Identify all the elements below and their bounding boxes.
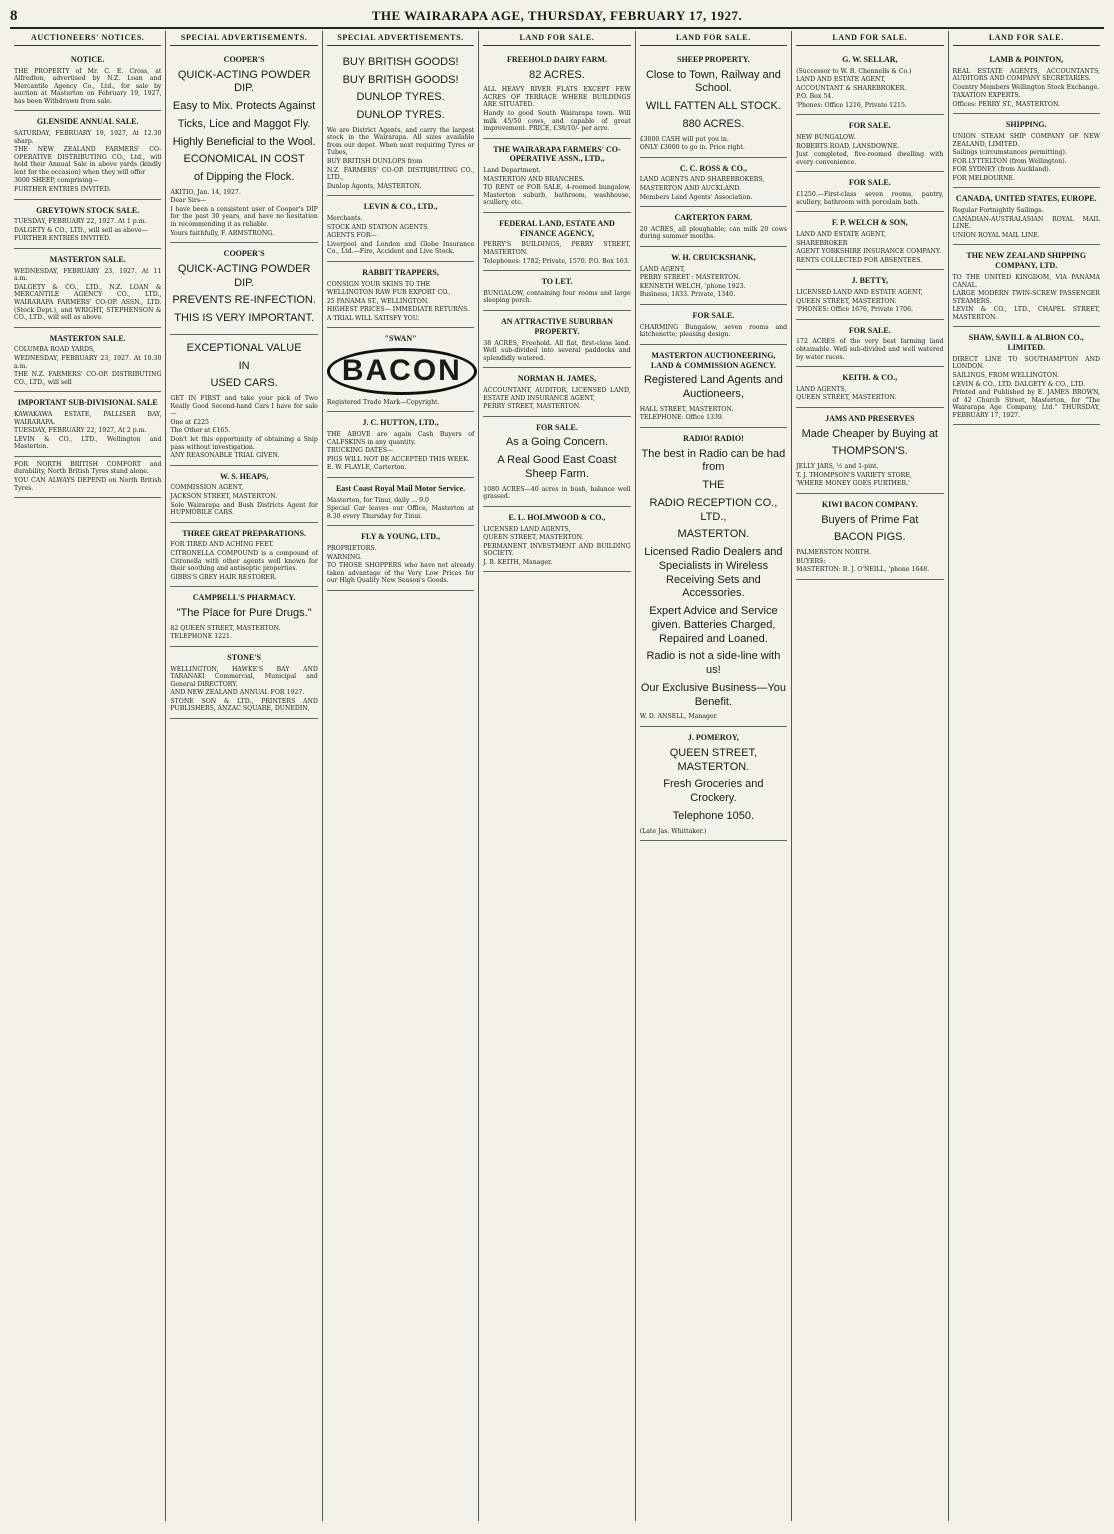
ad-text: JELLY JARS, ½ and 1-pint.	[796, 463, 879, 471]
column-header: SPECIAL ADVERTISEMENTS.	[170, 31, 317, 46]
ad-text: PALMERSTON NORTH.	[796, 549, 872, 557]
ad-text: UNION STEAM SHIP COMPANY OF NEW ZEALAND, LIMITED.	[952, 133, 1100, 148]
ad-text: FOR LYTTELTON (from Wellington).	[952, 157, 1067, 165]
advertisement	[327, 526, 474, 591]
ad-display-line: of Dipping the Flock.	[193, 171, 295, 183]
ad-text: SATURDAY, FEBRUARY 19, 1927, At 12.30 sharp.	[14, 130, 162, 145]
ad-text: GIBBS'S GREY HAIR RESTORER.	[170, 573, 277, 581]
ad-text: CITRONELLA COMPOUND is a compound of Citronella with other agents well known for their soothing and antiseptic properties.	[170, 549, 318, 573]
ad-text: Masterton, for Tinui, daily ... 9.0	[326, 496, 429, 504]
ad-display-line: PREVENTS RE-INFECTION.	[172, 294, 316, 307]
column-header: LAND FOR SALE.	[796, 31, 943, 46]
ad-text: £3000 CASH will put you in.	[639, 135, 729, 143]
ad-display-line: DUNLOP TYRES.	[356, 109, 445, 121]
ad-heading: TO LET.	[541, 277, 573, 287]
ad-display-line: Licensed Radio Dealers and Specialists in Wireless Receiving Sets and Accessories.	[644, 546, 783, 600]
ad-display-line: "The Place for Pure Drugs."	[176, 606, 312, 619]
ad-text: PIGS WILL NOT BE ACCEPTED THIS WEEK.	[326, 455, 470, 463]
ad-heading: KIWI BACON COMPANY.	[821, 499, 918, 509]
ad-display-line: IN	[238, 359, 250, 372]
ad-heading: STONE'S	[227, 652, 261, 662]
advertisement	[640, 345, 787, 428]
ad-text: BUY BRITISH DUNLOPS from	[326, 158, 423, 165]
ad-heading: FOR SALE.	[536, 422, 578, 432]
ad-text: UNION ROYAL MAIL LINE.	[952, 231, 1040, 239]
ad-text: AKITIO, Jan. 14, 1927.	[170, 188, 241, 196]
ad-text: TELEPHONE 1221.	[170, 633, 232, 641]
ad-heading: NORMAN H. JAMES,	[517, 374, 597, 384]
ad-display-line: THIS IS VERY IMPORTANT.	[174, 312, 315, 325]
ad-text: LAND AND ESTATE AGENT,	[796, 76, 886, 84]
advertisement	[14, 457, 161, 498]
ad-text: AGENT YORKSHIRE INSURANCE COMPANY.	[796, 248, 942, 256]
ad-text: ANY REASONABLE TRIAL GIVEN.	[170, 452, 280, 460]
ad-text: WELLINGTON, HAWKE'S BAY AND TARANAKI Commercial, Municipal and General DIRECTORY.	[170, 665, 318, 688]
ad-display-line: Registered Land Agents and Auctioneers,	[643, 374, 783, 401]
ad-text: QUEEN STREET, MASTERTON.	[796, 394, 897, 402]
advertisement	[796, 494, 943, 580]
ad-text: COLUMBA ROAD YARDS,	[14, 346, 95, 354]
ad-heading: MASTERTON SALE.	[49, 255, 126, 264]
ad-text: 'PHONES: Office 1676, Private 1706.	[796, 306, 913, 314]
ad-text: LARGE MODERN TWIN-SCREW PASSENGER STEAMERS.	[952, 290, 1100, 305]
ad-text: T. J. THOMPSON'S VARIETY STORE,	[796, 471, 912, 479]
ad-text: 82 QUEEN STREET, MASTERTON.	[170, 624, 281, 632]
ad-heading: LEVIN & CO., LTD.,	[363, 202, 438, 212]
ad-text: REAL ESTATE AGENTS, ACCOUNTANTS, AUDITORS AND COMPANY SECRETARIES.	[952, 67, 1100, 83]
advertisement	[170, 49, 317, 243]
advertisement	[640, 49, 787, 158]
ad-text: JACKSON STREET, MASTERTON.	[170, 492, 278, 500]
ad-text: TELEPHONE: Office 1339.	[639, 414, 724, 422]
ad-text: THE N.Z. FARMERS' CO-OP. DISTRIBUTING CO., LTD., will sell	[14, 371, 162, 386]
ad-text: Sole Wairarapa and Bush Districts Agent for HUPMOBILE CARS.	[170, 501, 318, 517]
advertisement	[953, 49, 1100, 115]
ad-text: HALL STREET, MASTERTON.	[639, 405, 734, 413]
ad-text: WELLINGTON RAW FUR EXPORT CO.,	[326, 289, 451, 297]
ad-display-line: THOMPSON'S.	[831, 445, 908, 458]
advertisement	[953, 114, 1100, 188]
ad-display-line: BACON PIGS.	[834, 531, 906, 544]
ad-text: SAILINGS, FROM WELLINGTON.	[952, 371, 1059, 379]
ad-heading: J. BETTY,	[851, 276, 889, 286]
advertisement	[14, 200, 161, 249]
logo-text: BACON	[327, 348, 477, 395]
ad-display-line: MASTERTON.	[677, 528, 750, 541]
ad-text: Special Car leaves our Office, Masterton at 8.30 every Thursday for Tinui.	[326, 505, 475, 520]
ad-heading: CAMPBELL'S PHARMACY.	[192, 593, 296, 603]
advertisement	[483, 368, 630, 416]
ad-heading: C. C. ROSS & CO.,	[679, 163, 747, 173]
column-header: SPECIAL ADVERTISEMENTS.	[327, 31, 474, 46]
ad-heading: FLY & YOUNG, LTD.,	[361, 532, 440, 542]
ad-heading: FREEHOLD DAIRY FARM.	[507, 54, 607, 64]
ad-display-line: Close to Town, Railway and School.	[645, 68, 781, 95]
ad-display-line: Telephone 1050.	[672, 809, 755, 822]
advertisement	[796, 49, 943, 116]
advertisement	[640, 727, 787, 841]
ad-text: LAND AGENT,	[639, 265, 686, 273]
advertisement	[796, 367, 943, 408]
ad-text: ACCOUNTANT, AUDITOR, LICENSED LAND, ESTATE AND INSURANCE AGENT,	[483, 386, 631, 402]
advertisement	[327, 412, 474, 478]
ad-heading: LAMB & POINTON,	[989, 54, 1064, 64]
ad-display-line: Expert Advice and Service given. Batteries Charged, Repaired and Loaned.	[649, 605, 778, 645]
ad-text: COMMISSION AGENT,	[170, 484, 244, 492]
advertisement	[170, 335, 317, 466]
ad-text: ONLY £3000 to go in. Price right.	[639, 144, 745, 152]
advertisement	[170, 466, 317, 523]
ad-text: TUESDAY, FEBRUARY 22, 1927. At 1 p.m.	[14, 218, 147, 226]
ad-text: I have been a consistent user of Cooper's DIP for the past 30 years, and have no hesitation in recommending it as reliable.	[170, 205, 318, 228]
column-3	[323, 31, 479, 1521]
ad-text: Handy to good South Wairarapa town. Will milk 45/50 cows, and capable of great improvement. PRICE, £38/10/- per acre.	[483, 109, 631, 133]
ad-text: Telephones: 1782; Private, 1570. P.O. Box 163.	[483, 257, 630, 265]
ad-text: KAWAKAWA ESTATE, PALLISER BAY, WAIRARAPA.	[14, 411, 162, 426]
ad-text: Business, 1833. Private, 1340.	[639, 291, 736, 299]
ad-heading: CARTERTON FARM.	[674, 213, 753, 223]
ad-heading: GLENSIDE ANNUAL SALE.	[36, 117, 139, 127]
advertisement	[796, 115, 943, 172]
ad-text: MASTERTON AND BRANCHES.	[483, 175, 585, 183]
ad-text: Yours faithfully, F. ARMSTRONG.	[170, 229, 274, 237]
ad-display-line: 880 ACRES.	[682, 117, 745, 130]
advertisement	[483, 139, 630, 213]
ad-text: TO RENT or FOR SALE, 4-roomed bungalow, Masterton suburb, bathroom, washhouse, scullery, etc.	[483, 184, 631, 207]
ad-text: TRUCKING DATES—	[326, 447, 394, 455]
ad-text: Country Members Wellington Stock Exchange.	[952, 83, 1100, 91]
ad-text: LAND AND ESTATE AGENT,	[796, 230, 886, 238]
ad-text: LICENSED LAND AGENTS,	[483, 525, 571, 533]
ad-text: Liverpool and London and Globe Insurance Co., Ltd.—Fire, Accident and Live Stock.	[326, 240, 475, 256]
ad-text: THE NEW ZEALAND FARMERS' CO-OPERATIVE DISTRIBUTING CO., Ltd., will hold their Annual Sale in above yards (kindly lent for the occasion) when they will offer	[14, 146, 162, 176]
ad-text: Regular Fortnightly Sailings.	[952, 207, 1044, 215]
ad-display-line: Ticks, Lice and Maggot Fly.	[177, 117, 311, 130]
ad-display-line: 82 ACRES.	[529, 68, 585, 81]
ad-heading: FOR SALE.	[692, 310, 735, 320]
advertisement	[170, 587, 317, 647]
advertisement	[327, 196, 474, 262]
ad-display-line: EXCEPTIONAL VALUE	[186, 341, 302, 354]
advertisement	[796, 270, 943, 319]
advertisement	[327, 262, 474, 329]
ad-display-line: QUICK-ACTING POWDER DIP.	[177, 262, 311, 289]
ad-text: MASTERTON AND AUCKLAND.	[639, 184, 742, 192]
ad-text: QUEEN STREET, MASTERTON.	[483, 534, 584, 542]
ad-display-line: Radio is not a side-line with us!	[646, 650, 781, 677]
advertisement	[640, 158, 787, 207]
ad-text: TAXATION EXPERTS.	[952, 92, 1021, 100]
ad-text: YOU CAN ALWAYS DEPEND on North British Tyres.	[14, 476, 162, 492]
ad-text: CHARMING Bungalow, seven rooms and kitchenette; pleasing design.	[639, 323, 788, 339]
ad-display-line: RADIO RECEPTION CO., LTD.,	[649, 496, 778, 523]
advertisement	[640, 247, 787, 305]
ad-text: ROBERTS ROAD, LANSDOWNE.	[796, 142, 900, 150]
ad-text: Offices: PERRY ST., MASTERTON.	[952, 100, 1060, 108]
ad-text: One at £225	[170, 418, 209, 426]
ad-heading: FOR SALE.	[848, 121, 891, 131]
advertisement	[14, 249, 161, 328]
column-header: AUCTIONEERS' NOTICES.	[14, 31, 161, 46]
ad-text: PERMANENT INVESTMENT AND BUILDING SOCIETY.	[483, 542, 631, 558]
ad-text: LEVIN & CO., LTD., CHAPEL STREET, MASTERTON.	[952, 306, 1100, 321]
ad-text: NEW BUNGALOW.	[796, 134, 856, 142]
ad-heading: KEITH. & CO.,	[842, 373, 898, 383]
ad-heading: RADIO! RADIO!	[683, 433, 744, 443]
ad-text: GET IN FIRST and take your pick of Two Really Good Second-hand Cars I have for sale—	[170, 395, 318, 418]
advertisement	[953, 327, 1100, 425]
ad-text: DIRECT LINE TO SOUTHAMPTON AND LONDON.	[952, 355, 1100, 371]
ad-text: THE PROPERTY of Mr. C. E. Cross, at Alfredton, advertised by N.Z. Loan and Mercantile Agency Co., Ltd., for sale by auction at Masterton on February 19, 1927, has been Withdrawn from sale.	[14, 67, 162, 105]
ad-heading: F. P. WELCH & SON,	[831, 218, 908, 228]
ad-text: PERRY STREET : MASTERTON.	[639, 274, 741, 282]
advertisement	[483, 417, 630, 507]
advertisement	[796, 172, 943, 212]
ad-text: LAND AGENTS,	[796, 385, 847, 393]
ad-text: THE ABOVE are again Cash Buyers of CALFSKINS in any quantity.	[326, 431, 475, 446]
advertisement	[170, 523, 317, 588]
ad-text: RENTS COLLECTED FOR ABSENTEES.	[796, 256, 923, 264]
advertisement	[640, 305, 787, 345]
ad-heading: JAMS AND PRESERVES	[825, 413, 915, 423]
masthead	[10, 5, 1104, 29]
ad-text: (Late Jas. Whittaker.)	[639, 827, 707, 835]
newspaper-page	[10, 5, 1104, 1524]
ad-text: FOR TIRED AND ACHING FEET.	[170, 541, 274, 549]
ad-heading: W. S. HEAPS,	[219, 471, 269, 481]
advertisement	[640, 428, 787, 727]
ad-heading: "SWAN"	[384, 334, 417, 344]
page-title: THE WAIRARAPA AGE, THURSDAY, FEBRUARY 17, 1927.	[371, 8, 743, 23]
advertisement	[483, 507, 630, 573]
ad-display-line: The best in Radio can be had from	[641, 447, 786, 474]
ad-text: FOR NORTH BRITISH COMFORT and durability, North British Tyres stand alone.	[14, 460, 162, 476]
ad-text: KENNETH WELCH, 'phone 1923.	[639, 282, 746, 290]
ad-display-line: As a Going Concern.	[505, 436, 609, 449]
ad-text: (Successor to W. B. Chennells & Co.)	[796, 67, 912, 75]
ad-text: P.O. Box 54.	[796, 93, 834, 101]
ad-heading: MASTERTON SALE.	[49, 333, 126, 343]
ad-heading: SHAW, SAVILL & ALBION CO., LIMITED.	[968, 333, 1084, 353]
column-2	[166, 31, 322, 1521]
ad-heading: THREE GREAT PREPARATIONS.	[182, 528, 306, 538]
ad-text: ACCOUNTANT & SHAREBROKER.	[796, 84, 907, 92]
advertisement	[640, 207, 787, 247]
column-7	[949, 31, 1104, 1521]
ad-display-line: QUICK-ACTING POWDER DIP.	[177, 68, 311, 95]
ad-heading: COOPER'S	[223, 54, 265, 64]
ad-heading: G. W. SELLAR,	[842, 54, 898, 64]
ad-text: Merchants.	[326, 215, 363, 222]
ad-display-line: WILL FATTEN ALL STOCK.	[645, 100, 781, 112]
ad-text: FOR MELBOURNE.	[952, 174, 1015, 182]
advertisement	[483, 49, 630, 139]
advertisement	[483, 271, 630, 311]
ad-text: Sailings (circumstances permitting).	[952, 149, 1067, 157]
ad-text: Dunlop Agents, MASTERTON.	[326, 182, 422, 190]
ad-text: CANADIAN-AUSTRALASIAN ROYAL MAIL LINE.	[952, 215, 1100, 231]
ad-heading: East Coast Royal Mail Motor Service.	[335, 483, 466, 493]
column-6	[792, 31, 948, 1521]
ad-text: 1080 ACRES—40 acres in bush, balance well grassed.	[483, 485, 631, 501]
ad-text: E. W. FLAYLE, Carterton.	[326, 464, 407, 472]
ad-text: 38 ACRES, Freehold. All flat, first-class land. Well sub-divided into several paddocks and splendidly watered.	[483, 339, 631, 362]
ad-heading: SHIPPING.	[1005, 120, 1047, 130]
ad-text: 25 PANAMA ST., WELLINGTON.	[326, 297, 429, 305]
ad-text: SHAREBROKER	[796, 239, 848, 247]
ad-display-line: ECONOMICAL IN COST	[183, 153, 305, 166]
ad-text: PERRY STREET, MASTERTON.	[483, 403, 581, 411]
column-5	[636, 31, 792, 1521]
ad-display-line: QUEEN STREET, MASTERTON.	[669, 746, 758, 773]
ad-heading: THE NEW ZEALAND SHIPPING COMPANY, LTD.	[966, 251, 1087, 271]
ad-text: TO THE UNITED KINGDOM, VIA PANAMA CANAL.	[952, 273, 1100, 289]
advertisement	[953, 245, 1100, 327]
ad-heading: MASTERTON AUCTIONEERING, LAND & COMMISSION AGENCY.	[650, 350, 776, 370]
ad-text: PROPRIETORS.	[326, 545, 377, 553]
ad-text: DALGETY & CO., LTD., N.Z. LOAN & MERCANTILE AGENCY CO., LTD., WAIRARAPA FARMERS' CO-OP. ASSN., LTD. (Stock Dept.), and WRIGHT, STEPHENSON & CO., LTD., will sell as above.	[14, 283, 162, 322]
ad-text: CONSIGN YOUR SKINS TO THE	[326, 280, 431, 288]
ad-text: HIGHEST PRICES— IMMEDIATE RETURNS.	[326, 306, 470, 314]
ad-heading: RABBIT TRAPPERS,	[362, 267, 439, 277]
ad-text: The Other at £165.	[170, 427, 231, 435]
ad-display-line: DUNLOP TYRES.	[356, 91, 445, 104]
ad-heading: GREYTOWN STOCK SALE.	[36, 205, 140, 215]
ad-text: J. B. KEITH, Manager.	[483, 558, 553, 566]
advertisement	[170, 243, 317, 335]
ad-text: PERRY'S BUILDINGS, PERRY STREET, MASTERTON.	[483, 241, 631, 256]
ad-text: N.Z. FARMERS' CO-OP. DISTRIBUTING CO., LTD.,	[326, 166, 475, 182]
ad-display-line: Highly Beneficial to the Wool.	[172, 135, 316, 148]
advertisement	[953, 188, 1100, 245]
columns	[10, 31, 1104, 1521]
ad-text: W. D. ANSELL, Manager.	[639, 713, 718, 721]
ad-text: STONE SON & LTD., PRINTERS AND PUBLISHERS, ANZAC SQUARE, DUNEDIN.	[170, 697, 318, 713]
ad-text: TO THOSE SHOPPERS who have not already taken advantage of the Very Low Prices for our High Quality New Season's Goods.	[326, 562, 475, 585]
advertisement	[14, 392, 161, 457]
ad-text: TUESDAY, FEBRUARY 22, 1927, At 2 p.m.	[14, 427, 147, 435]
ad-text: BUYERS:	[796, 557, 826, 565]
column-1	[10, 31, 166, 1521]
ad-text: Members Land Agents' Association.	[639, 193, 753, 201]
ad-display-line: Easy to Mix. Protects Against	[172, 100, 316, 112]
page-number: 8	[10, 7, 18, 24]
ad-text: FOR SYDNEY (from Auckland).	[952, 166, 1051, 174]
ad-heading: FOR SALE.	[848, 325, 891, 335]
ad-text: LAND AGENTS AND SHAREBROKERS,	[639, 176, 765, 184]
ad-heading: E. L. HOLMWOOD & CO.,	[508, 512, 606, 522]
ad-text: FURTHER ENTRIES INVITED.	[14, 186, 111, 193]
ad-display-line: USED CARS.	[210, 377, 278, 390]
ad-text: STOCK AND STATION AGENTS.	[326, 223, 430, 231]
ad-text: WARNING.	[326, 553, 362, 561]
ad-text: QUEEN STREET, MASTERTON.	[796, 297, 897, 305]
ad-text: Printed and Published by E. JAMES BROWN, of 42 Church Street, Masterton, for "The Wairarapa Age Company, Ltd." THURSDAY, FEBRUARY 17, 1927.	[952, 389, 1100, 419]
ad-text: £1250.—First-class seven rooms, pantry, scullery, bathroom with porcelain bath.	[796, 191, 944, 206]
ad-text: Registered Trade Mark—Copyright.	[326, 398, 440, 406]
ad-text: BUNGALOW, containing four rooms and large sleeping porch.	[483, 289, 631, 305]
column-header: LAND FOR SALE.	[483, 31, 630, 46]
ad-text: Just completed, five-roomed dwelling with every convenience.	[796, 151, 944, 166]
ad-text: DALGETY & CO., LTD., will sell as above—	[14, 226, 148, 234]
ad-display-line: BUY BRITISH GOODS!	[342, 73, 459, 86]
ad-text: Dear Sirs—	[170, 197, 207, 205]
ad-text: 'WHERE MONEY GOES FURTHER.'	[796, 480, 910, 488]
advertisement	[327, 49, 474, 197]
advertisement	[14, 111, 161, 199]
ad-text: 172 ACRES of the very best farming land obtainable. Well sub-divided and well watered by water races.	[796, 338, 944, 361]
ad-text: 20 ACRES, all ploughable; can milk 20 cows during summer months.	[639, 225, 788, 241]
advertisement	[483, 311, 630, 368]
ad-heading: COOPER'S	[223, 249, 265, 259]
ad-text: AND NEW ZEALAND ANNUAL FOR 1927.	[170, 689, 305, 697]
advertisement	[327, 478, 474, 526]
ad-heading: SHEEP PROPERTY.	[677, 54, 750, 64]
advertisement	[14, 328, 161, 393]
ad-text: LEVIN & CO., LTD., Wellington and Masterton.	[14, 435, 162, 451]
ad-heading: J. POMEROY,	[687, 733, 739, 742]
ad-text: AGENTS FOR—	[326, 232, 377, 240]
ad-text: Land Department.	[483, 167, 541, 175]
advertisement	[796, 408, 943, 494]
bacon-logo	[327, 348, 474, 395]
ad-heading: CANADA, UNITED STATES, EUROPE.	[955, 194, 1097, 204]
advertisement	[327, 328, 474, 412]
advertisement	[14, 49, 161, 112]
ad-heading: NOTICE.	[70, 54, 105, 64]
ad-text: LEVIN & CO., LTD. DALGETY & CO., LTD.	[952, 380, 1086, 388]
column-header: LAND FOR SALE.	[953, 31, 1100, 46]
ad-heading: FOR SALE.	[848, 178, 891, 188]
ad-heading: J. C. HUTTON, LTD.,	[362, 418, 439, 428]
ad-text: MASTERTON: B. J. O'NEILL, 'phone 1648.	[796, 566, 930, 574]
ad-text: A TRIAL WILL SATISFY YOU.	[326, 314, 420, 322]
advertisement	[796, 212, 943, 270]
ad-text: FURTHER ENTRIES INVITED.	[14, 235, 111, 243]
ad-display-line: Our Exclusive Business—You Benefit.	[640, 681, 786, 708]
ad-text: 3000 SHEEP, comprising—	[14, 177, 99, 185]
ad-display-line: Buyers of Prime Fat	[821, 513, 919, 526]
column-4	[479, 31, 635, 1521]
ad-text: ALL HEAVY RIVER FLATS EXCEPT FEW ACRES OF TERRACE WHERE BUILDINGS ARE SITUATED.	[483, 86, 631, 109]
advertisement	[483, 213, 630, 271]
ad-heading: IMPORTANT SUB-DIVISIONAL SALE	[17, 398, 158, 408]
ad-display-line: THE	[702, 479, 725, 492]
ad-text: Don't let this opportunity of obtaining a Snip pass without investigation.	[170, 435, 318, 451]
ad-text: 'Phones: Office 1216, Private 1215.	[796, 101, 907, 109]
advertisement	[170, 647, 317, 719]
ad-text: WEDNESDAY, FEBRUARY 23, 1927. At 10.30 a.m.	[14, 355, 162, 370]
ad-heading: FEDERAL LAND, ESTATE AND FINANCE AGENCY,	[499, 218, 615, 238]
ad-heading: THE WAIRARAPA FARMERS' CO-OPERATIVE ASSN., LTD.,	[493, 144, 621, 164]
ad-heading: AN ATTRACTIVE SUBURBAN PROPERTY.	[501, 317, 613, 336]
ad-text: WEDNESDAY, FEBRUARY 23, 1927. At 11 a.m.	[14, 267, 162, 283]
ad-display-line: Fresh Groceries and Crockery.	[663, 778, 764, 804]
ad-display-line: BUY BRITISH GOODS!	[342, 55, 459, 68]
ad-text: LICENSED LAND AND ESTATE AGENT,	[796, 288, 923, 296]
ad-display-line: Made Cheaper by Buying at	[801, 427, 938, 440]
ad-heading: W. H. CRUICKSHANK,	[671, 252, 756, 262]
advertisement	[796, 320, 943, 367]
ad-display-line: A Real Good East Coast Sheep Farm.	[497, 454, 617, 480]
ad-text: We are District Agents, and carry the largest stock in the Wairarapa. All sizes available from our depot. When next requiring Tyres or Tubes,	[326, 126, 475, 157]
column-header: LAND FOR SALE.	[640, 31, 787, 46]
